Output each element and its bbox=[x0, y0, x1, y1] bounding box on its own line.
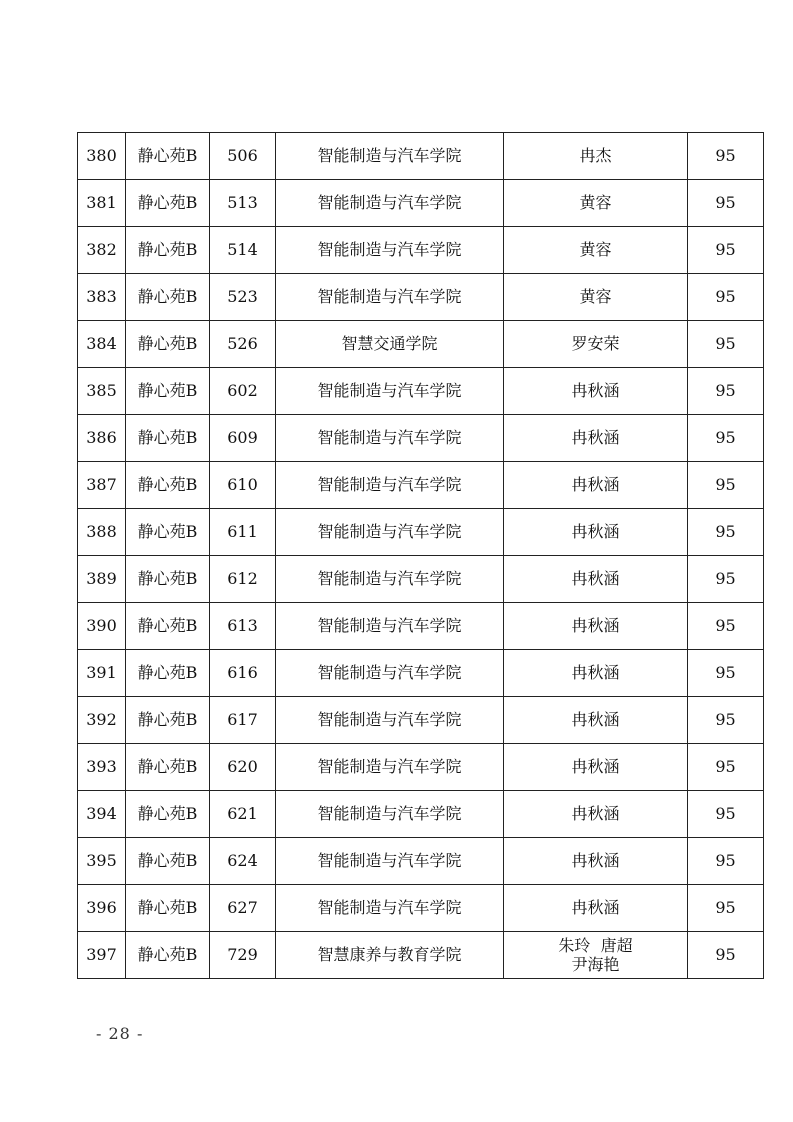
row-number-cell: 393 bbox=[78, 744, 126, 791]
responsible-person-cell: 冉秋涵 bbox=[504, 368, 688, 415]
table-row bbox=[78, 368, 764, 415]
room-number-cell: 624 bbox=[210, 838, 276, 885]
score-cell: 95 bbox=[688, 368, 764, 415]
table-row bbox=[78, 885, 764, 932]
row-number-cell: 389 bbox=[78, 556, 126, 603]
score-cell: 95 bbox=[688, 650, 764, 697]
room-number-cell: 602 bbox=[210, 368, 276, 415]
row-number-cell: 391 bbox=[78, 650, 126, 697]
building-cell: 静心苑B bbox=[126, 838, 210, 885]
college-cell: 智能制造与汽车学院 bbox=[276, 227, 504, 274]
table-body bbox=[78, 133, 764, 979]
building-cell: 静心苑B bbox=[126, 650, 210, 697]
row-number-cell: 388 bbox=[78, 509, 126, 556]
responsible-person-cell: 冉秋涵 bbox=[504, 791, 688, 838]
score-cell: 95 bbox=[688, 556, 764, 603]
row-number-cell: 395 bbox=[78, 838, 126, 885]
room-number-cell: 613 bbox=[210, 603, 276, 650]
room-number-cell: 729 bbox=[210, 932, 276, 979]
responsible-person-cell: 冉秋涵 bbox=[504, 744, 688, 791]
row-number-cell: 390 bbox=[78, 603, 126, 650]
room-number-cell: 514 bbox=[210, 227, 276, 274]
building-cell: 静心苑B bbox=[126, 791, 210, 838]
building-cell: 静心苑B bbox=[126, 462, 210, 509]
responsible-person-cell: 罗安荣 bbox=[504, 321, 688, 368]
score-cell: 95 bbox=[688, 180, 764, 227]
responsible-person-cell: 冉杰 bbox=[504, 133, 688, 180]
room-number-cell: 526 bbox=[210, 321, 276, 368]
room-number-cell: 611 bbox=[210, 509, 276, 556]
inspection-table bbox=[77, 132, 764, 979]
row-number-cell: 392 bbox=[78, 697, 126, 744]
building-cell: 静心苑B bbox=[126, 368, 210, 415]
responsible-person-cell: 冉秋涵 bbox=[504, 415, 688, 462]
row-number-cell: 382 bbox=[78, 227, 126, 274]
score-cell: 95 bbox=[688, 791, 764, 838]
row-number-cell: 384 bbox=[78, 321, 126, 368]
table-row bbox=[78, 838, 764, 885]
row-number-cell: 396 bbox=[78, 885, 126, 932]
table-row bbox=[78, 556, 764, 603]
responsible-person-cell: 冉秋涵 bbox=[504, 556, 688, 603]
responsible-person-cell: 黄容 bbox=[504, 274, 688, 321]
table-row bbox=[78, 744, 764, 791]
room-number-cell: 616 bbox=[210, 650, 276, 697]
score-cell: 95 bbox=[688, 321, 764, 368]
table-row bbox=[78, 509, 764, 556]
table-row bbox=[78, 462, 764, 509]
score-cell: 95 bbox=[688, 274, 764, 321]
table-row bbox=[78, 650, 764, 697]
page-number: - 28 - bbox=[96, 1024, 144, 1043]
building-cell: 静心苑B bbox=[126, 932, 210, 979]
score-cell: 95 bbox=[688, 509, 764, 556]
table-row bbox=[78, 932, 764, 979]
college-cell: 智能制造与汽车学院 bbox=[276, 180, 504, 227]
room-number-cell: 617 bbox=[210, 697, 276, 744]
score-cell: 95 bbox=[688, 227, 764, 274]
college-cell: 智能制造与汽车学院 bbox=[276, 603, 504, 650]
responsible-person-cell bbox=[504, 932, 688, 979]
room-number-cell: 627 bbox=[210, 885, 276, 932]
room-number-cell: 609 bbox=[210, 415, 276, 462]
responsible-person-cell: 冉秋涵 bbox=[504, 603, 688, 650]
table-row bbox=[78, 791, 764, 838]
table-row bbox=[78, 415, 764, 462]
building-cell: 静心苑B bbox=[126, 227, 210, 274]
room-number-cell: 621 bbox=[210, 791, 276, 838]
responsible-person-cell: 黄容 bbox=[504, 180, 688, 227]
college-cell: 智能制造与汽车学院 bbox=[276, 133, 504, 180]
score-cell: 95 bbox=[688, 415, 764, 462]
college-cell: 智能制造与汽车学院 bbox=[276, 791, 504, 838]
row-number-cell: 380 bbox=[78, 133, 126, 180]
building-cell: 静心苑B bbox=[126, 885, 210, 932]
row-number-cell: 397 bbox=[78, 932, 126, 979]
score-cell: 95 bbox=[688, 697, 764, 744]
building-cell: 静心苑B bbox=[126, 180, 210, 227]
table-row bbox=[78, 697, 764, 744]
responsible-person-cell: 冉秋涵 bbox=[504, 650, 688, 697]
building-cell: 静心苑B bbox=[126, 744, 210, 791]
row-number-cell: 381 bbox=[78, 180, 126, 227]
college-cell: 智能制造与汽车学院 bbox=[276, 650, 504, 697]
college-cell: 智能制造与汽车学院 bbox=[276, 744, 504, 791]
score-cell: 95 bbox=[688, 838, 764, 885]
responsible-person-cell: 黄容 bbox=[504, 227, 688, 274]
score-cell: 95 bbox=[688, 133, 764, 180]
room-number-cell: 506 bbox=[210, 133, 276, 180]
row-number-cell: 385 bbox=[78, 368, 126, 415]
table-row bbox=[78, 227, 764, 274]
college-cell: 智能制造与汽车学院 bbox=[276, 697, 504, 744]
score-cell: 95 bbox=[688, 603, 764, 650]
row-number-cell: 387 bbox=[78, 462, 126, 509]
college-cell: 智能制造与汽车学院 bbox=[276, 556, 504, 603]
building-cell: 静心苑B bbox=[126, 697, 210, 744]
table-row bbox=[78, 274, 764, 321]
row-number-cell: 386 bbox=[78, 415, 126, 462]
score-cell: 95 bbox=[688, 744, 764, 791]
row-number-cell: 383 bbox=[78, 274, 126, 321]
table-row bbox=[78, 133, 764, 180]
college-cell: 智能制造与汽车学院 bbox=[276, 885, 504, 932]
college-cell: 智能制造与汽车学院 bbox=[276, 462, 504, 509]
room-number-cell: 612 bbox=[210, 556, 276, 603]
college-cell: 智慧康养与教育学院 bbox=[276, 932, 504, 979]
college-cell: 智能制造与汽车学院 bbox=[276, 838, 504, 885]
table-row bbox=[78, 180, 764, 227]
score-cell: 95 bbox=[688, 932, 764, 979]
room-number-cell: 610 bbox=[210, 462, 276, 509]
college-cell: 智慧交通学院 bbox=[276, 321, 504, 368]
responsible-person-cell: 冉秋涵 bbox=[504, 697, 688, 744]
building-cell: 静心苑B bbox=[126, 415, 210, 462]
building-cell: 静心苑B bbox=[126, 133, 210, 180]
score-cell: 95 bbox=[688, 885, 764, 932]
table-row bbox=[78, 321, 764, 368]
responsible-person-cell: 冉秋涵 bbox=[504, 462, 688, 509]
college-cell: 智能制造与汽车学院 bbox=[276, 368, 504, 415]
building-cell: 静心苑B bbox=[126, 556, 210, 603]
college-cell: 智能制造与汽车学院 bbox=[276, 415, 504, 462]
room-number-cell: 513 bbox=[210, 180, 276, 227]
room-number-cell: 523 bbox=[210, 274, 276, 321]
building-cell: 静心苑B bbox=[126, 321, 210, 368]
room-number-cell: 620 bbox=[210, 744, 276, 791]
responsible-person-cell: 冉秋涵 bbox=[504, 838, 688, 885]
college-cell: 智能制造与汽车学院 bbox=[276, 509, 504, 556]
table-row bbox=[78, 603, 764, 650]
score-cell: 95 bbox=[688, 462, 764, 509]
responsible-person-cell: 冉秋涵 bbox=[504, 509, 688, 556]
building-cell: 静心苑B bbox=[126, 274, 210, 321]
row-number-cell: 394 bbox=[78, 791, 126, 838]
responsible-person-cell: 冉秋涵 bbox=[504, 885, 688, 932]
responsible-person-name: 尹海艳 bbox=[571, 955, 620, 974]
building-cell: 静心苑B bbox=[126, 509, 210, 556]
responsible-person-name: 朱玲 唐超 bbox=[558, 936, 633, 955]
building-cell: 静心苑B bbox=[126, 603, 210, 650]
college-cell: 智能制造与汽车学院 bbox=[276, 274, 504, 321]
